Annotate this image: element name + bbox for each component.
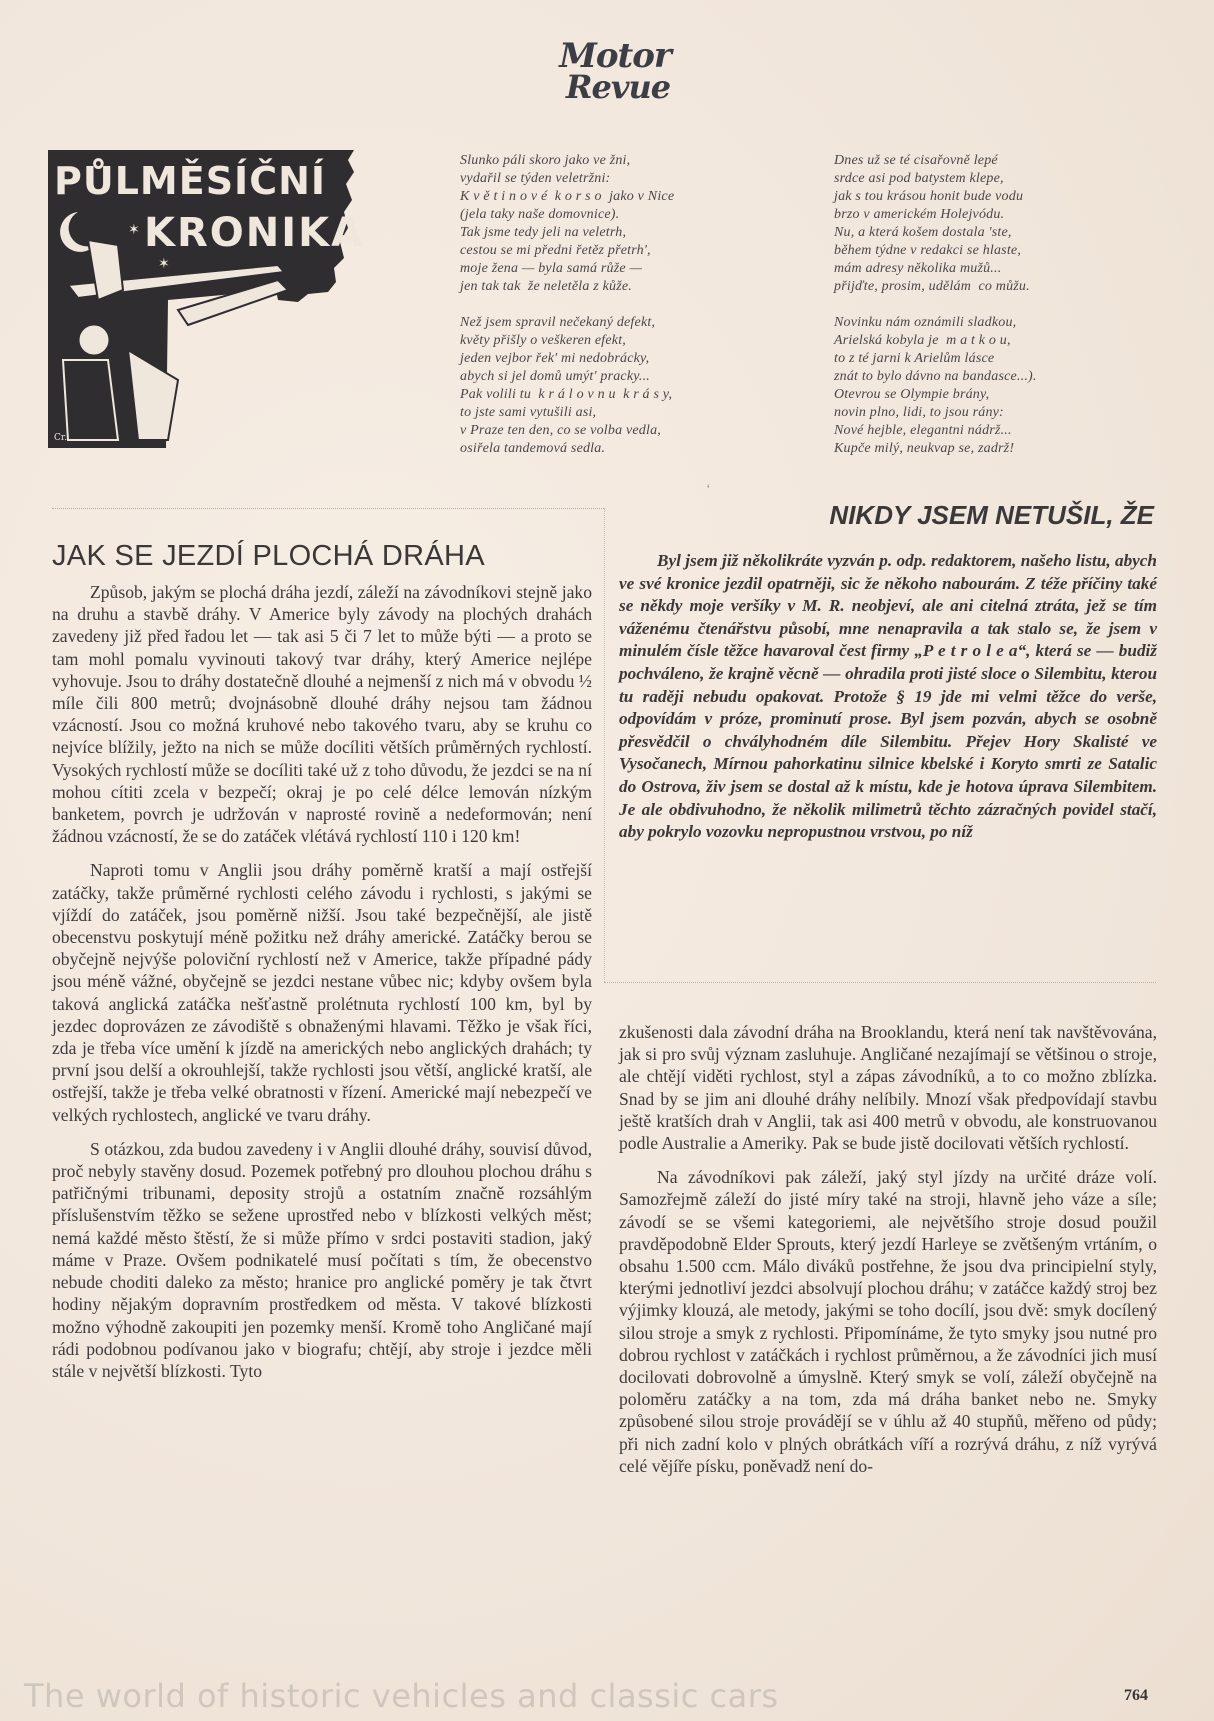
verse-line: Nové hejble, elegantni nádrž...	[834, 423, 1012, 438]
verse-line: přijďte, prosim, udělám co můžu.	[834, 279, 1030, 294]
verse-stanza	[460, 314, 800, 458]
verse-line: moje žena — byla samá růže —	[460, 261, 643, 276]
verse-line: abych si jel domů umýt' pracky...	[460, 369, 650, 384]
kronika-illustration	[48, 150, 388, 448]
paragraph: Na závodníkovi pak záleží, jaký styl jízdy na určité dráze volí. Samozřejmě záleží do jisté míry také na stroji, hlavně jeho váze a síle; závodí se se všemi kategoriemi, ale největšího stroje dosud použil pravděpodobně Elder Sprouts, který jezdí Harleye se zvětšeným vrtáním, o obsahu 1.500 ccm. Málo diváků postřehne, že jsou dva principielní styly, kterými jednotliví jezdci absolvují plochou dráhu; v zatáčce každý stroj bez výjimky klouzá, ale metody, jakými se toho docílí, jsou dvě: smyk docílený silou stroje a smyk z rychlosti. Připomínáme, že tyto smyky jsou nutné pro dobrou rychlost v zatáčkách i rychlost průměrnou, a že závodníci jich musí docilovati dobrovolně a úmyslně. Který smyk se volí, záleží obyčejně na poloměru zatáčky a na tom, zda má dráha banket nebo ne. Smyky způsobené silou stroje provádějí se v úhlu až 40 stupňů, měřeno od půdy; při nich zadní kolo v plných obrátkách víří a rozrývá dráhu, z níž vyrývá celé vějíře písku, poněvadž není do-	[619, 1167, 1157, 1476]
verse-line: Nu, a která košem dostala 'ste,	[834, 225, 1012, 240]
verse-line: jeden vejbor řek' mi nedobrácky,	[460, 351, 650, 366]
verse-line: znát to bylo dávno na bandasce...).	[834, 369, 1037, 384]
verse-line: během týdne v redakci se hlaste,	[834, 243, 1022, 258]
verse-line: Slunko páli skoro jako ve žni,	[460, 153, 631, 168]
verse-line: novin plno, lidi, to jsou rány:	[834, 405, 1004, 420]
divider	[604, 508, 605, 982]
verse-line: K v ě t i n o v é k o r s o jako v Nice	[460, 189, 675, 204]
paragraph: zkušenosti dala závodní dráha na Brooklandu, která není tak navštěvována, jak si pro svůj význam zasluhuje. Angličané nezajímají se většinou o stroje, ale chtějí viděti rychlost, styl a zápas závodníků, a to co možno zblízka. Snad by se jim ani dlouhé dráhy nelíbily. Mnozí však předpovídají stavbu ještě kratších drah v Anglii, tak asi 400 metrů v obvodu, ale konstruovanou podle Australie a Ameriky. Pak se bude jistě docilovati větších rychlostí.	[619, 1022, 1157, 1154]
artist-signature: Cr.	[54, 433, 68, 443]
verse-line: cestou se mi předni řetěz přetrh',	[460, 243, 651, 258]
verse-line: vydařil se týden veletržni:	[460, 171, 611, 186]
verse-line: (jela taky naše domovnice).	[460, 207, 620, 222]
verse-line: Pak volili tu k r á l o v n u k r á s y,	[460, 387, 673, 402]
logo-title-line1: PŮLMĚSÍČNÍ	[54, 159, 327, 203]
verse-line: to jste sami vytušili asi,	[460, 405, 597, 420]
masthead-line1: Motor	[559, 36, 671, 76]
verse-line: květy přišly o veškeren efekt,	[460, 333, 627, 348]
verse-stanza	[460, 152, 800, 296]
paragraph: Naproti tomu v Anglii jsou dráhy poměrně kratší a mají ostřejší zatáčky, takže průměrné rychlosti celého závodu i rychlosti, s jakými se vjíždí do zatáček, jsou poměrně nižší. Jsou také bezpečnější, ale jistě obecenstvu poskytují méně požitku než dráhy americké. Zatáčky berou se obyčejně nejvýše poloviční rychlostí než v Americe, takže případné pády jsou méně vážné, obyčejně se jezdci nestane vůbec nic; kdyby ovšem byla taková anglická zatáčka nešťastně prolétnuta rychlostí 100 km, byl by jezdec doprovázen ze závodiště s obnaženými hlavami. Těžko je však říci, zda je třeba více umění k jízdě na amerických nebo anglických drahách; ty první jsou delší a okrouhlejší, takže rychlosti jsou větší, anglické kratší, ale ostřejší, takže je třeba velké obratnosti v řízení. Americké mají nebezpečí ve velkých rychlostech, anglické ve tvaru dráhy.	[52, 860, 592, 1125]
verse-stanza	[834, 152, 1037, 296]
article-title-netusil: NIKDY JSEM NETUŠIL, ŽE	[829, 500, 1154, 530]
masthead-line2: Revue	[565, 68, 671, 107]
verse-line: mám adresy několika mužů...	[834, 261, 1002, 276]
article-speedway-body	[52, 581, 592, 1382]
article-speedway-continuation	[619, 1021, 1157, 1477]
verse-column-right	[834, 152, 1037, 476]
verse-line: Dnes už se té cisařovně lepé	[834, 153, 998, 168]
divider	[604, 982, 1156, 983]
page-footer	[24, 1676, 1190, 1716]
watermark-text: The world of historic vehicles and classic cars	[24, 1677, 779, 1715]
verse-line: osiřela tandemová sedla.	[460, 441, 606, 456]
paragraph: S otázkou, zda budou zavedeny i v Anglii dlouhé dráhy, souvisí důvod, proč nebyly stavěny dosud. Pozemek potřebný pro dlouhou plochou dráhu s patřičnými tribunami, deposity strojů a ostatním značně rozsáhlým příslušenstvím těžko se sežene uprostřed nebo v blízkosti velkých měst; nemá každé město štěstí, že si může přímo v srdci postaviti stadion, jaký máme v Praze. Ovšem podnikatelé musí počítati s tím, že obecenstvo nebude choditi daleko za město; hranice pro anglické poměry je tak čtvrt hodiny nějakým dopravním prostředkem od města. V takové blízkosti možno výhodně zakoupiti jen pozemky menší. Kromě toho Angličané mají rádi podobnou podívanou jako v biografu; chtějí, aby stroje i jezdce měli stále v největší blízkosti. Tyto	[52, 1138, 592, 1381]
magazine-page: Motor Revue PŮLMĚSÍČNÍ KRONIKA ✶ ✶ Cr. Slunko páli skoro jako ve žni, vydařil se týden veletržni: K v ě t i n o v é k o r s o jako v Nice (jela taky naše domovnice). Tak jsme tedy jeli na veletrh, cestou se mi předni řetěz přetrh', moje žena — byla samá růže — jen tak tak že neletěla z kůže. Než jsem spravil nečekaný defekt, květy přišly o veškeren efekt, jeden vejbor řek' mi nedobrácky, abych si jel domů umýt' pracky... Pak volili tu k r á l o v n u k r á s y, to jste sami vytušili asi, v Praze ten den, co se volba vedla, osiřela tandemová sedla. Dnes už se té cisařovně lepé srdce asi pod batystem klepe, jak s tou krásou honit bude vodu brzo v americkém Holejvódu. Nu, a která košem dostala 'ste, během týdne v redakci se hlaste, mám adresy několika mužů... přijďte, prosim, udělám co můžu. Novinku nám oznámili sladkou, Arielská kobyla je m a t k o u, to z té jarni k Arielům lásce znát to bylo dávno na bandasce...). Otevrou se Olympie brány, novin plno, lidi, to jsou rány: Nové hejble, elegantni nádrž... Kupče milý, neukvap se, zadrž! ʻ JAK SE JEZDÍ PLOCHÁ DRÁHA Způsob, jakým se plochá dráha jezdí, záleží na závodníkovi stejně jako na druhu a stavbě dráhy. V Americe byly závody na plochých drahách zavedeny již před řadou let — tak asi 5 či 7 let to může býti — a proto se tam mohl pomalu vyvinouti takový tvar dráhy, který Americe nejlépe vyhovuje. Jsou to dráhy dostatečně dlouhé a nejmenší z nich má v obvodu ½ míle čili 800 metrů; dvojnásobně dlouhé dráhy nejsou tam žádnou vzácností. Jsou co možná kruhové nebo takového tvaru, aby se kruhu co nejvíce blížily, ježto na nich se může docíliti větších průměrných rychlostí. Vysokých rychlostí může se docíliti také už z toho důvodu, že jezdci se na ní mohou cítiti zcela v bezpečí; okraj je po celé délce lemován nízkým banketem, povrch je udržován v naprosté rovině a nedeformován; není žádnou vzácností, že se do zatáček vlétává rychlostí 110 i 120 km! Naproti tomu v Anglii jsou dráhy poměrně kratší a mají ostřejší zatáčky, takže průměrné rychlosti celého závodu i rychlosti, s jakými se vjíždí do zatáček, jsou poměrně nižší. Jsou také bezpečnější, ale jistě obecenstvu poskytují méně požitku než dráhy americké. Zatáčky berou se obyčejně nejvýše poloviční rychlostí než v Americe, takže případné pády jsou méně vážné, obyčejně se jezdci nestane vůbec nic; kdyby ovšem byla taková anglická zatáčka nešťastně prolétnuta rychlostí 100 km, byl by jezdec doprovázen ze závodiště s obnaženými hlavami. Těžko je však říci, zda je třeba více umění k jízdě na amerických nebo anglických drahách; ty první jsou delší a okrouhlejší, takže rychlosti jsou větší, anglické kratší, ale ostřejší, takže je třeba velké obratnosti v řízení. Americké mají nebezpečí ve velkých rychlostech, anglické ve tvaru dráhy. S otázkou, zda budou zavedeny i v Anglii dlouhé dráhy, souvisí důvod, proč nebyly stavěny dosud. Pozemek potřebný pro dlouhou plochou dráhu s patřičnými tribunami, deposity strojů a ostatním značně rozsáhlým příslušenstvím těžko se sežene uprostřed nebo v blízkosti velkých měst; nemá každé město štěstí, že si může přímo v srdci postaviti stadion, jaký máme v Praze. Ovšem podnikatelé musí počítati s tím, že obecenstvo nebude choditi daleko za město; hranice pro anglické poměry je tak čtvrt hodiny nějakým dopravním prostředkem od města. V takové blízkosti možno výhodně zakoupiti jen pozemky menší. Kromě toho Angličané mají rádi podobnou podívanou jako v biografu; chtějí, aby stroje i jezdce měli stále v největší blízkosti. Tyto NIKDY JSEM NETUŠIL, ŽE Byl jsem již několikráte vyzván p. odp. redaktorem, našeho listu, abych ve své kronice jezdil opatrněji, sic že někoho nabourám. Z téže příčiny také se někdy moje veršíky v M. R. neobjeví, ale ani citelná ztráta, jež se tím váženému čtenářstvu působí, mne nenapravila a tak stalo se, že jsem v minulém čísle těžce havaroval čest firmy „P e t r o l e a“, která se — budiž pochváleno, že krajně věcně — ohradila proti jisté sloce o Silembitu, kterou tu raději nebudu opakovat. Protože § 19 jde mi velmi těžce do verše, odpovídám v próze, prominutí prose. Byl jsem pozván, abych se osobně přesvědčil o chvályhodném díle Silembitu. Přejev Hory Skalisté ve Vysočanech, Mírnou pahorkatinu silnice kbelské i Koryto smrti ze Satalic do Ostrova, živ jsem se dostal až k místu, kde je hotova úprava Silembitem. Je ale obdivuhodno, že několik milimetrů těchto zázračných povidel stačí, aby pokrylo vozovku nepropustnou vrstvou, po níž zkušenosti dala závodní dráha na Brooklandu, která není tak navštěvována, jak si pro svůj význam zasluhuje. Angličané nezajímají se většinou o stroje, ale chtějí viděti rychlost, styl a zápas závodníků, a to co možno zblízka. Snad by se jim ani dlouhé dráhy nelíbily. Mnozí však předpovídají stavbu ještě kratších drah v Anglii, tak asi 400 metrů v obvodu, ale konstruovanou podle Australie a Ameriky. Pak se bude jistě docilovati větších rychlostí. Na závodníkovi pak záleží, jaký styl jízdy na určité dráze volí. Samozřejmě záleží do jisté míry také na stroji, hlavně jeho váze a síle; závodí se se všemi kategoriemi, ale největšího stroje dosud použil pravděpodobně Elder Sprouts, který jezdí Harleye se zvětšeným vrtáním, o obsahu 1.500 ccm. Málo diváků postřehne, že jsou dva principielní styly, kterými jednotliví jezdci absolvují plochou dráhu; v zatáčce každý stroj bez výjimky klouzá, ale metody, jakými se toho docílí, jsou dvě: smyk docílený silou stroje a smyk z rychlosti. Připomínáme, že tyto smyky jsou nutné pro dobrou rychlost v zatáčkách i rychlost průměrnou, a že závodníci jich musí docilovati dobrovolně a úmyslně. Který smyk se volí, záleží obyčejně na poloměru zatáčky a na tom, zda má dráha banket nebo ne. Smyky způsobené silou stroje provádějí se v úhlu až 40 stupňů, měřeno od půdy; při nich zadní kolo v plných obrátkách víří a rozrývá dráhu, z níž vyrývá celé vějíře písku, poněvadž není do- The world of historic vehicles and classic cars 764	[0, 0, 1214, 1721]
paragraph: Byl jsem již několikráte vyzván p. odp. redaktorem, našeho listu, abych ve své kronice jezdil opatrněji, sic že někoho nabourám. Z téže příčiny také se někdy moje veršíky v M. R. neobjeví, ale ani citelná ztráta, jež se tím váženému čtenářstvu působí, mne nenapravila a tak stalo se, že jsem v minulém čísle těžce havaroval čest firmy „P e t r o l e a“, která se — budiž pochváleno, že krajně věcně — ohradila proti jisté sloce o Silembitu, kterou tu raději nebudu opakovat. Protože § 19 jde mi velmi těžce do verše, odpovídám v próze, prominutí prose. Byl jsem pozván, abych se osobně přesvědčil o chvályhodném díle Silembitu. Přejev Hory Skalisté ve Vysočanech, Mírnou pahorkatinu silnice kbelské i Koryto smrti ze Satalic do Ostrova, živ jsem se dostal až k místu, kde je hotova úprava Silembitem. Je ale obdivuhodno, že několik milimetrů těchto zázračných povidel stačí, aby pokrylo vozovku nepropustnou vrstvou, po níž	[619, 551, 1157, 842]
paragraph: Způsob, jakým se plochá dráha jezdí, záleží na závodníkovi stejně jako na druhu a stavbě dráhy. V Americe byly závody na plochých drahách zavedeny již před řadou let — tak asi 5 či 7 let to může býti — a proto se tam mohl pomalu vyvinouti takový tvar dráhy, který Americe nejlépe vyhovuje. Jsou to dráhy dostatečně dlouhé a nejmenší z nich má v obvodu ½ míle čili 800 metrů; dvojnásobně dlouhé dráhy nejsou tam žádnou vzácností. Jsou co možná kruhové nebo takového tvaru, aby se kruhu co nejvíce blížily, ježto na nich se může docíliti větších průměrných rychlostí. Vysokých rychlostí může se docíliti také už z toho důvodu, že jezdci se na ní mohou cítiti zcela v bezpečí; okraj je po celé délce lemován nízkým banketem, povrch je udržován v naprosté rovině a nedeformován; není žádnou vzácností, že se do zatáček vlétává rychlostí 110 i 120 km!	[52, 582, 592, 847]
verse-line: Otevrou se Olympie brány,	[834, 387, 990, 402]
verse-line: brzo v americkém Holejvódu.	[834, 207, 1005, 222]
article-netusil-body	[619, 550, 1157, 844]
verse-line: Tak jsme tedy jeli na veletrh,	[460, 225, 627, 240]
verse-line: Kupče milý, neukvap se, zadrž!	[834, 441, 1015, 456]
verse-stanza	[834, 314, 1037, 458]
logo-title-line2: KRONIKA	[144, 210, 365, 256]
masthead-logo	[540, 36, 690, 107]
article-title-speedway: JAK SE JEZDÍ PLOCHÁ DRÁHA	[52, 540, 485, 572]
verse-column-left	[460, 152, 800, 476]
verse-line: Novinku nám oznámili sladkou,	[834, 315, 1017, 330]
verse-line: jen tak tak že neletěla z kůže.	[460, 279, 633, 294]
page-number: 764	[1124, 1687, 1148, 1704]
verse-line: to z té jarni k Arielům lásce	[834, 351, 995, 366]
divider	[52, 508, 604, 509]
verse-line: Arielská kobyla je m a t k o u,	[834, 333, 1011, 348]
verse-line: jak s tou krásou honit bude vodu	[834, 189, 1024, 204]
star-icon: ✶	[128, 223, 140, 238]
verse-line: srdce asi pod batystem klepe,	[834, 171, 1004, 186]
star-icon: ✶	[158, 257, 170, 272]
verse-line: v Praze ten den, co se volba vedla,	[460, 423, 661, 438]
verse-line: Než jsem spravil nečekaný defekt,	[460, 315, 656, 330]
